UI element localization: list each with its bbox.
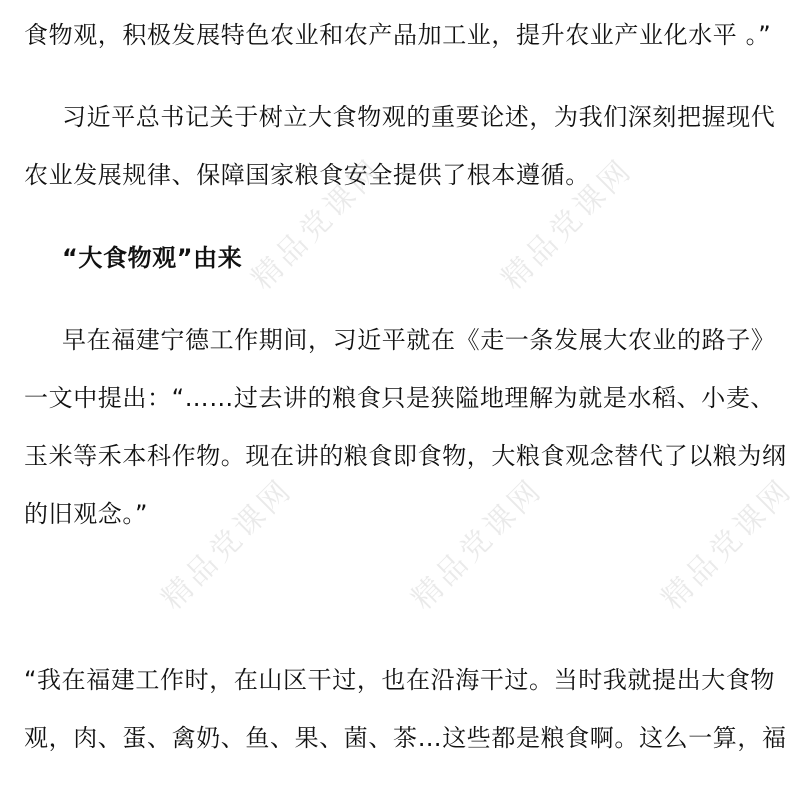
paragraph-line-3: 农业发展规律、保障国家粮食安全提供了根本遵循。 xyxy=(24,161,590,189)
paragraph-line-7: 的旧观念。” xyxy=(24,500,149,528)
watermark-text: 精品党课网 xyxy=(244,151,390,297)
paragraph-line-6: 玉米等禾本科作物。现在讲的粮食即食物，大粮食观念替代了以粮为纲 xyxy=(24,442,787,470)
paragraph-line-1: 食物观，积极发展特色农业和农产品加工业，提升农业产业化水平 。” xyxy=(24,21,772,49)
watermark-text: 精品党课网 xyxy=(654,471,800,617)
paragraph-line-9: 观，肉、蛋、禽奶、鱼、果、菌、茶…这些都是粮食啊。这么一算，福 xyxy=(24,724,787,752)
section-heading: “大食物观”由来 xyxy=(62,244,243,272)
paragraph-line-4: 早在福建宁德工作期间，习近平就在《走一条发展大农业的路子》 xyxy=(62,326,776,354)
watermark-text: 精品党课网 xyxy=(494,151,640,297)
watermark-text: 精品党课网 xyxy=(154,471,300,617)
paragraph-line-2: 习近平总书记关于树立大食物观的重要论述，为我们深刻把握现代 xyxy=(62,103,776,131)
paragraph-line-8: “我在福建工作时，在山区干过，也在沿海干过。当时我就提出大食物 xyxy=(24,666,776,694)
watermark-text: 精品党课网 xyxy=(404,471,550,617)
paragraph-line-5: 一文中提出：“……过去讲的粮食只是狭隘地理解为就是水稻、小麦、 xyxy=(24,384,776,412)
